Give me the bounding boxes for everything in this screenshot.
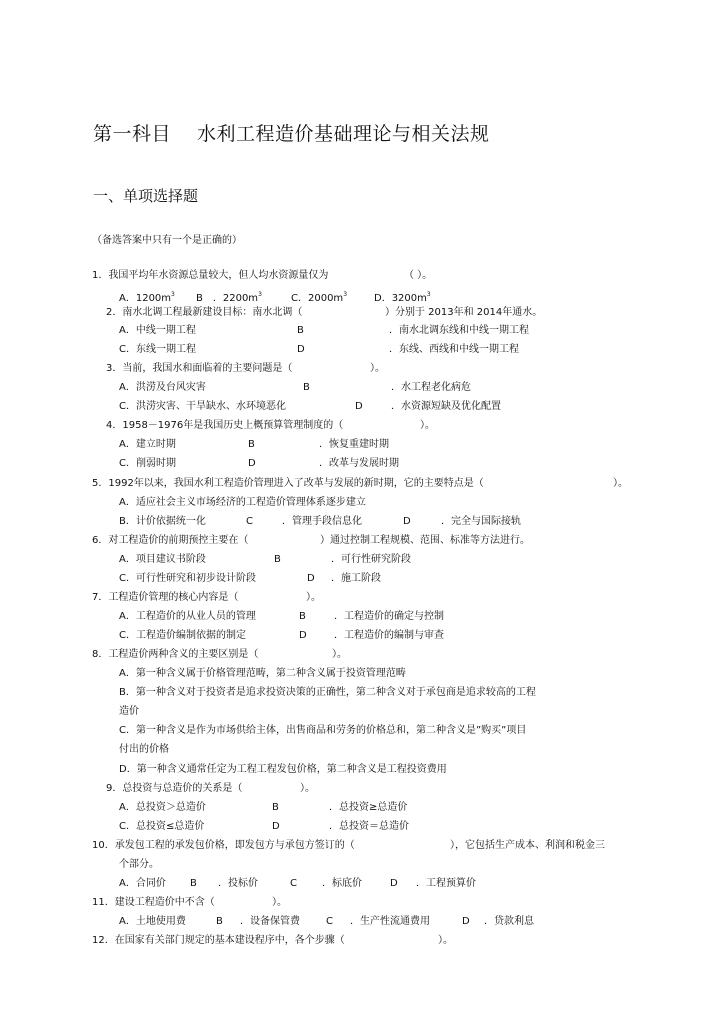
question-3-tail: ）。	[370, 363, 385, 374]
instruction-note: （备选答案中只有一个是正确的）	[92, 235, 242, 246]
q4-option-a: A．建立时期	[119, 439, 176, 450]
q5-option-c: ．管理手段信息化	[282, 516, 362, 527]
q4-option-b: ．恢复重建时期	[319, 439, 389, 450]
question-10-tail: ），它包括生产成本、利润和税金三	[450, 840, 605, 851]
q11-option-a: A．土地使用费	[119, 916, 186, 927]
q7-option-d-letter: D	[299, 630, 307, 641]
q4-option-d-letter: D	[248, 458, 256, 469]
q2-option-a: A．中线一期工程	[119, 325, 196, 336]
q11-option-c: ．生产性流通费用	[350, 916, 430, 927]
q7-option-c: C．工程造价编制依据的制定	[119, 630, 246, 641]
q7-option-d: ．工程造价的编制与审查	[334, 630, 444, 641]
q8-option-c: C．第一种含义是作为市场供给主体，出售商品和劳务的价格总和，第二种含义是”购买”项目	[119, 725, 527, 736]
q6-option-b-letter: B	[274, 554, 281, 565]
question-2-tail: ）分别于 2013年和 2014年通水。	[385, 307, 543, 318]
q2-option-b: ．南水北调东线和中线一期工程	[389, 325, 529, 336]
question-9-stem: 9．总投资与总造价的关系是（	[106, 783, 243, 794]
q3-option-b-letter: B	[303, 382, 310, 393]
question-4-tail: ）。	[420, 420, 435, 431]
q9-option-c: C．总投资≤总造价	[119, 821, 205, 832]
q9-option-b-letter: B	[272, 802, 279, 813]
q5-option-b: B．计价依据统一化	[119, 516, 206, 527]
question-10-cont: 个部分。	[119, 859, 159, 870]
q8-option-b-cont: 造价	[119, 706, 139, 717]
question-4-stem: 4．1958－1976年是我国历史上概预算管理制度的（	[106, 420, 344, 431]
q8-option-d: D．第一种含义通常任定为工程工程发包价格，第二种含义是工程投资费用	[119, 764, 447, 775]
q2-option-d-letter: D	[297, 344, 305, 355]
question-6-tail: ）通过控制工程规模、范围、标准等方法进行。	[320, 535, 530, 546]
q9-option-b: ．总投资≥总造价	[329, 802, 408, 813]
q6-option-c: C．可行性研究和初步设计阶段	[119, 573, 256, 584]
q6-option-a: A．项目建议书阶段	[119, 554, 206, 565]
q9-option-d: ．总投资＝总造价	[329, 821, 409, 832]
q10-option-c: ．标底价	[322, 878, 362, 889]
q3-option-d: ．水资源短缺及优化配置	[391, 401, 501, 412]
q4-option-c: C．削弱时期	[119, 458, 176, 469]
q1-option-b: B ．$2200m^3$	[196, 291, 262, 304]
q4-option-d: ．改革与发展时期	[319, 458, 399, 469]
question-1-stem: 1．我国平均年水资源总量较大，但人均水资源量仅为	[92, 270, 329, 281]
question-9-tail: ）。	[300, 783, 315, 794]
q7-option-a: A．工程造价的从业人员的管理	[119, 611, 256, 622]
question-7-stem: 7．工程造价管理的核心内容是（	[92, 592, 239, 603]
question-5-stem: 5．1992年以来，我国水利工程造价管理进入了改革与发展的新时期，它的主要特点是（	[92, 478, 484, 489]
q10-option-c-letter: C	[290, 878, 297, 889]
question-3-stem: 3．当前，我国水和面临着的主要问题是（	[106, 363, 293, 374]
q3-option-b: ．水工程老化病危	[391, 382, 471, 393]
q8-option-c-cont: 付出的价格	[119, 744, 169, 755]
question-8-stem: 8．工程造价两种含义的主要区别是（	[92, 649, 259, 660]
q11-option-c-letter: C	[326, 916, 333, 927]
q7-option-b: ．工程造价的确定与控制	[334, 611, 444, 622]
question-2-stem: 2．南水北调工程最新建设目标：南水北调（	[106, 307, 303, 318]
q10-option-b: ．投标价	[218, 878, 258, 889]
page-title: 第一科目 水利工程造价基础理论与相关法规	[93, 123, 490, 145]
q6-option-d-letter: D	[307, 573, 315, 584]
q10-option-d: ．工程预算价	[416, 878, 476, 889]
question-12-stem: 12．在国家有关部门规定的基本建设程序中，各个步骤（	[92, 935, 345, 946]
q8-option-b: B．第一种含义对于投资者是追求投资决策的正确性，第二种含义对于承包商是追求较高的工程	[119, 687, 536, 698]
q11-option-d-letter: D	[462, 916, 470, 927]
q8-option-a: A．第一种含义属于价格管理范畴，第二种含义属于投资管理范畴	[119, 668, 406, 679]
q1-option-a: A．$1200m^3$	[119, 291, 175, 304]
q4-option-b-letter: B	[248, 439, 255, 450]
q11-option-b-letter: B	[216, 916, 223, 927]
question-11-tail: ）。	[272, 897, 287, 908]
question-12-tail: ）。	[438, 935, 453, 946]
q1-option-d: D．$3200m^3$	[374, 291, 431, 304]
q5-option-d-letter: D	[403, 516, 411, 527]
question-1-paren: （ ）。	[404, 270, 433, 281]
q5-option-a: A．适应社会主义市场经济的工程造价管理体系逐步建立	[119, 497, 366, 508]
question-8-tail: ）。	[332, 649, 347, 660]
question-6-stem: 6．对工程造价的前期预控主要在（	[92, 535, 249, 546]
q10-option-d-letter: D	[390, 878, 398, 889]
q11-option-d: ．贷款利息	[484, 916, 534, 927]
q2-option-d: ．东线、西线和中线一期工程	[389, 344, 519, 355]
q5-option-c-letter: C	[246, 516, 253, 527]
q3-option-d-letter: D	[355, 401, 363, 412]
question-10-stem: 10．承发包工程的承发包价格，即发包方与承包方签订的（	[92, 840, 355, 851]
q9-option-d-letter: D	[272, 821, 280, 832]
q1-option-c: C．$2000m^3$	[291, 291, 348, 304]
q6-option-d: ．施工阶段	[331, 573, 381, 584]
q10-option-a: A．合同价	[119, 878, 166, 889]
q2-option-b-letter: B	[297, 325, 304, 336]
question-7-tail: ）。	[306, 592, 321, 603]
q3-option-c: C．洪涝灾害、干旱缺水、水环境恶化	[119, 401, 286, 412]
q10-option-b-letter: B	[190, 878, 197, 889]
question-11-stem: 11．建设工程造价中不含（	[92, 897, 215, 908]
q5-option-d: ．完全与国际接轨	[441, 516, 521, 527]
q2-option-c: C．东线一期工程	[119, 344, 196, 355]
section-heading: 一、单项选择题	[93, 187, 199, 205]
q3-option-a: A．洪涝及台风灾害	[119, 382, 206, 393]
q7-option-b-letter: B	[299, 611, 306, 622]
q11-option-b: ．设备保管费	[240, 916, 300, 927]
question-5-tail: ）。	[613, 478, 628, 489]
q9-option-a: A．总投资＞总造价	[119, 802, 206, 813]
q6-option-b: ．可行性研究阶段	[331, 554, 411, 565]
